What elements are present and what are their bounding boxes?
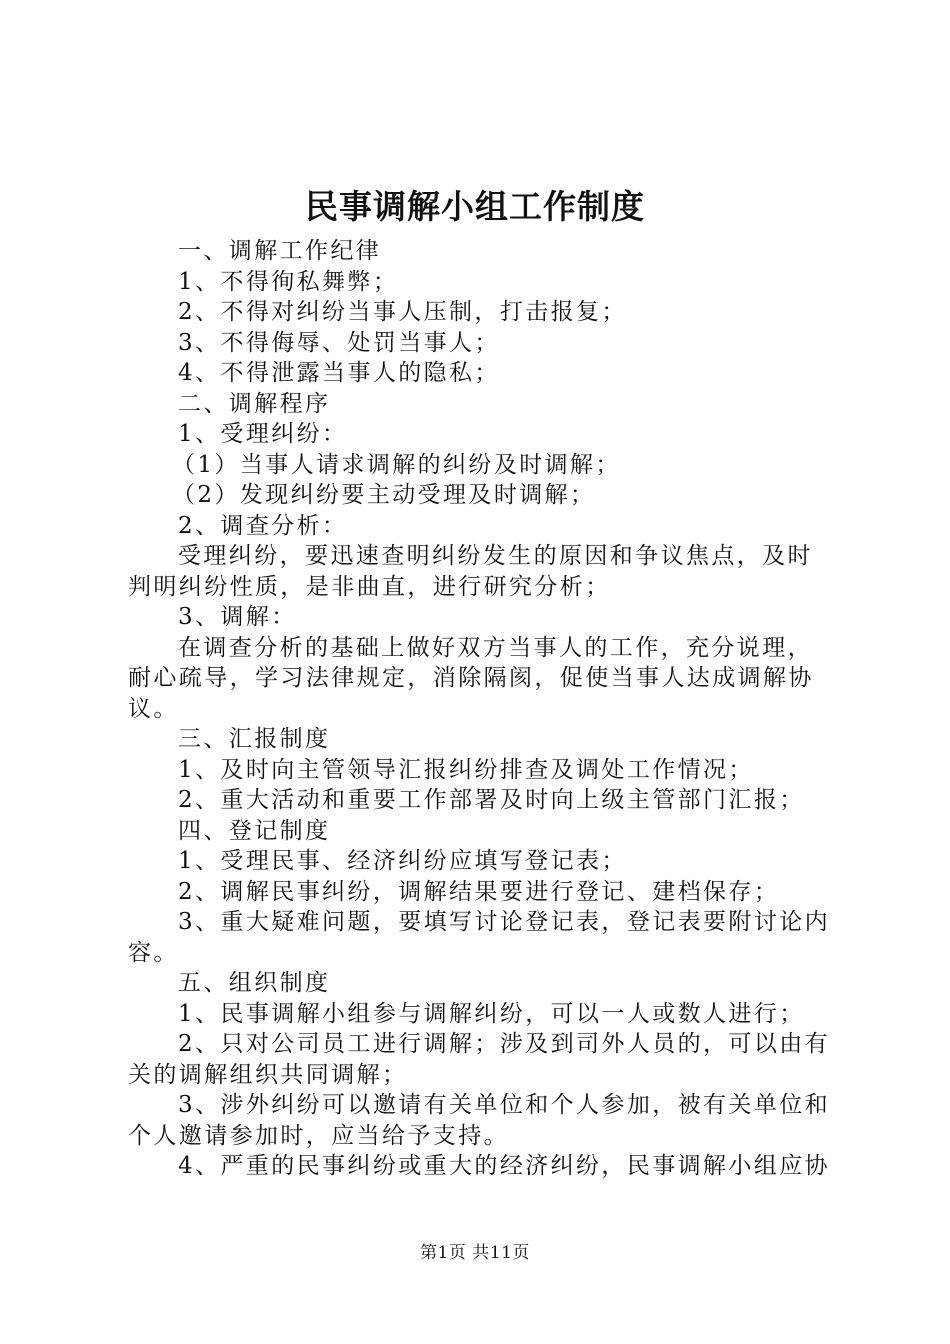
paragraph: 1、民事调解小组参与调解纠纷，可以一人或数人进行； (178, 1000, 805, 1027)
paragraph: 1、受理纠纷： (178, 421, 348, 447)
paragraph: 1、及时向主管领导汇报纠纷排查及调处工作情况； (178, 756, 754, 783)
paragraph: （2）发现纠纷要主动受理及时调解； (172, 482, 596, 508)
paragraph: 1、受理民事、经济纠纷应填写登记表； (178, 848, 627, 874)
paragraph: 2、调解民事纠纷，调解结果要进行登记、建档保存； (178, 878, 780, 905)
paragraph: 1、不得徇私舞弊； (178, 268, 399, 295)
paragraph: （1）当事人请求调解的纠纷及时调解； (172, 451, 621, 478)
paragraph: 3、调解： (178, 604, 297, 630)
paragraph: 2、重大活动和重要工作部署及时向上级主管部门汇报； (178, 787, 805, 813)
paragraph: 4、严重的民事纠纷或重大的经济纠纷，民事调解小组应协 (178, 1153, 831, 1179)
paragraph: 受理纠纷，要迅速查明纠纷发生的原因和争议焦点，及时判明纠纷性质，是非曲直，进行研究分析； (128, 543, 813, 600)
paragraph: 2、只对公司员工进行调解；涉及到司外人员的，可以由有关的调解组织共同调解； (128, 1031, 831, 1088)
paragraph: 3、涉外纠纷可以邀请有关单位和个人参加，被有关单位和个人邀请参加时，应当给予支持。 (128, 1092, 831, 1149)
paragraph: 4、不得泄露当事人的隐私； (178, 360, 500, 386)
document-title: 民事调解小组工作制度 (305, 187, 645, 226)
paragraph: 2、调查分析： (178, 512, 348, 539)
section-heading: 四、登记制度 (178, 817, 331, 844)
paragraph: 在调查分析的基础上做好双方当事人的工作，充分说理，耐心疏导，学习法律规定，消除隔阂，促使当事人达成调解协议。 (128, 634, 814, 722)
paragraph: 3、不得侮辱、处罚当事人； (178, 329, 500, 356)
section-heading: 二、调解程序 (178, 390, 331, 417)
section-heading: 三、汇报制度 (178, 726, 331, 752)
document-body (128, 236, 836, 1182)
section-heading: 一、调解工作纪律 (178, 238, 382, 264)
page-footer: 第1页 共11页 (420, 1243, 530, 1263)
paragraph: 2、不得对纠纷当事人压制，打击报复； (178, 299, 627, 325)
paragraph: 3、重大疑难问题，要填写讨论登记表，登记表要附讨论内容。 (128, 909, 831, 966)
section-heading: 五、组织制度 (178, 970, 331, 996)
